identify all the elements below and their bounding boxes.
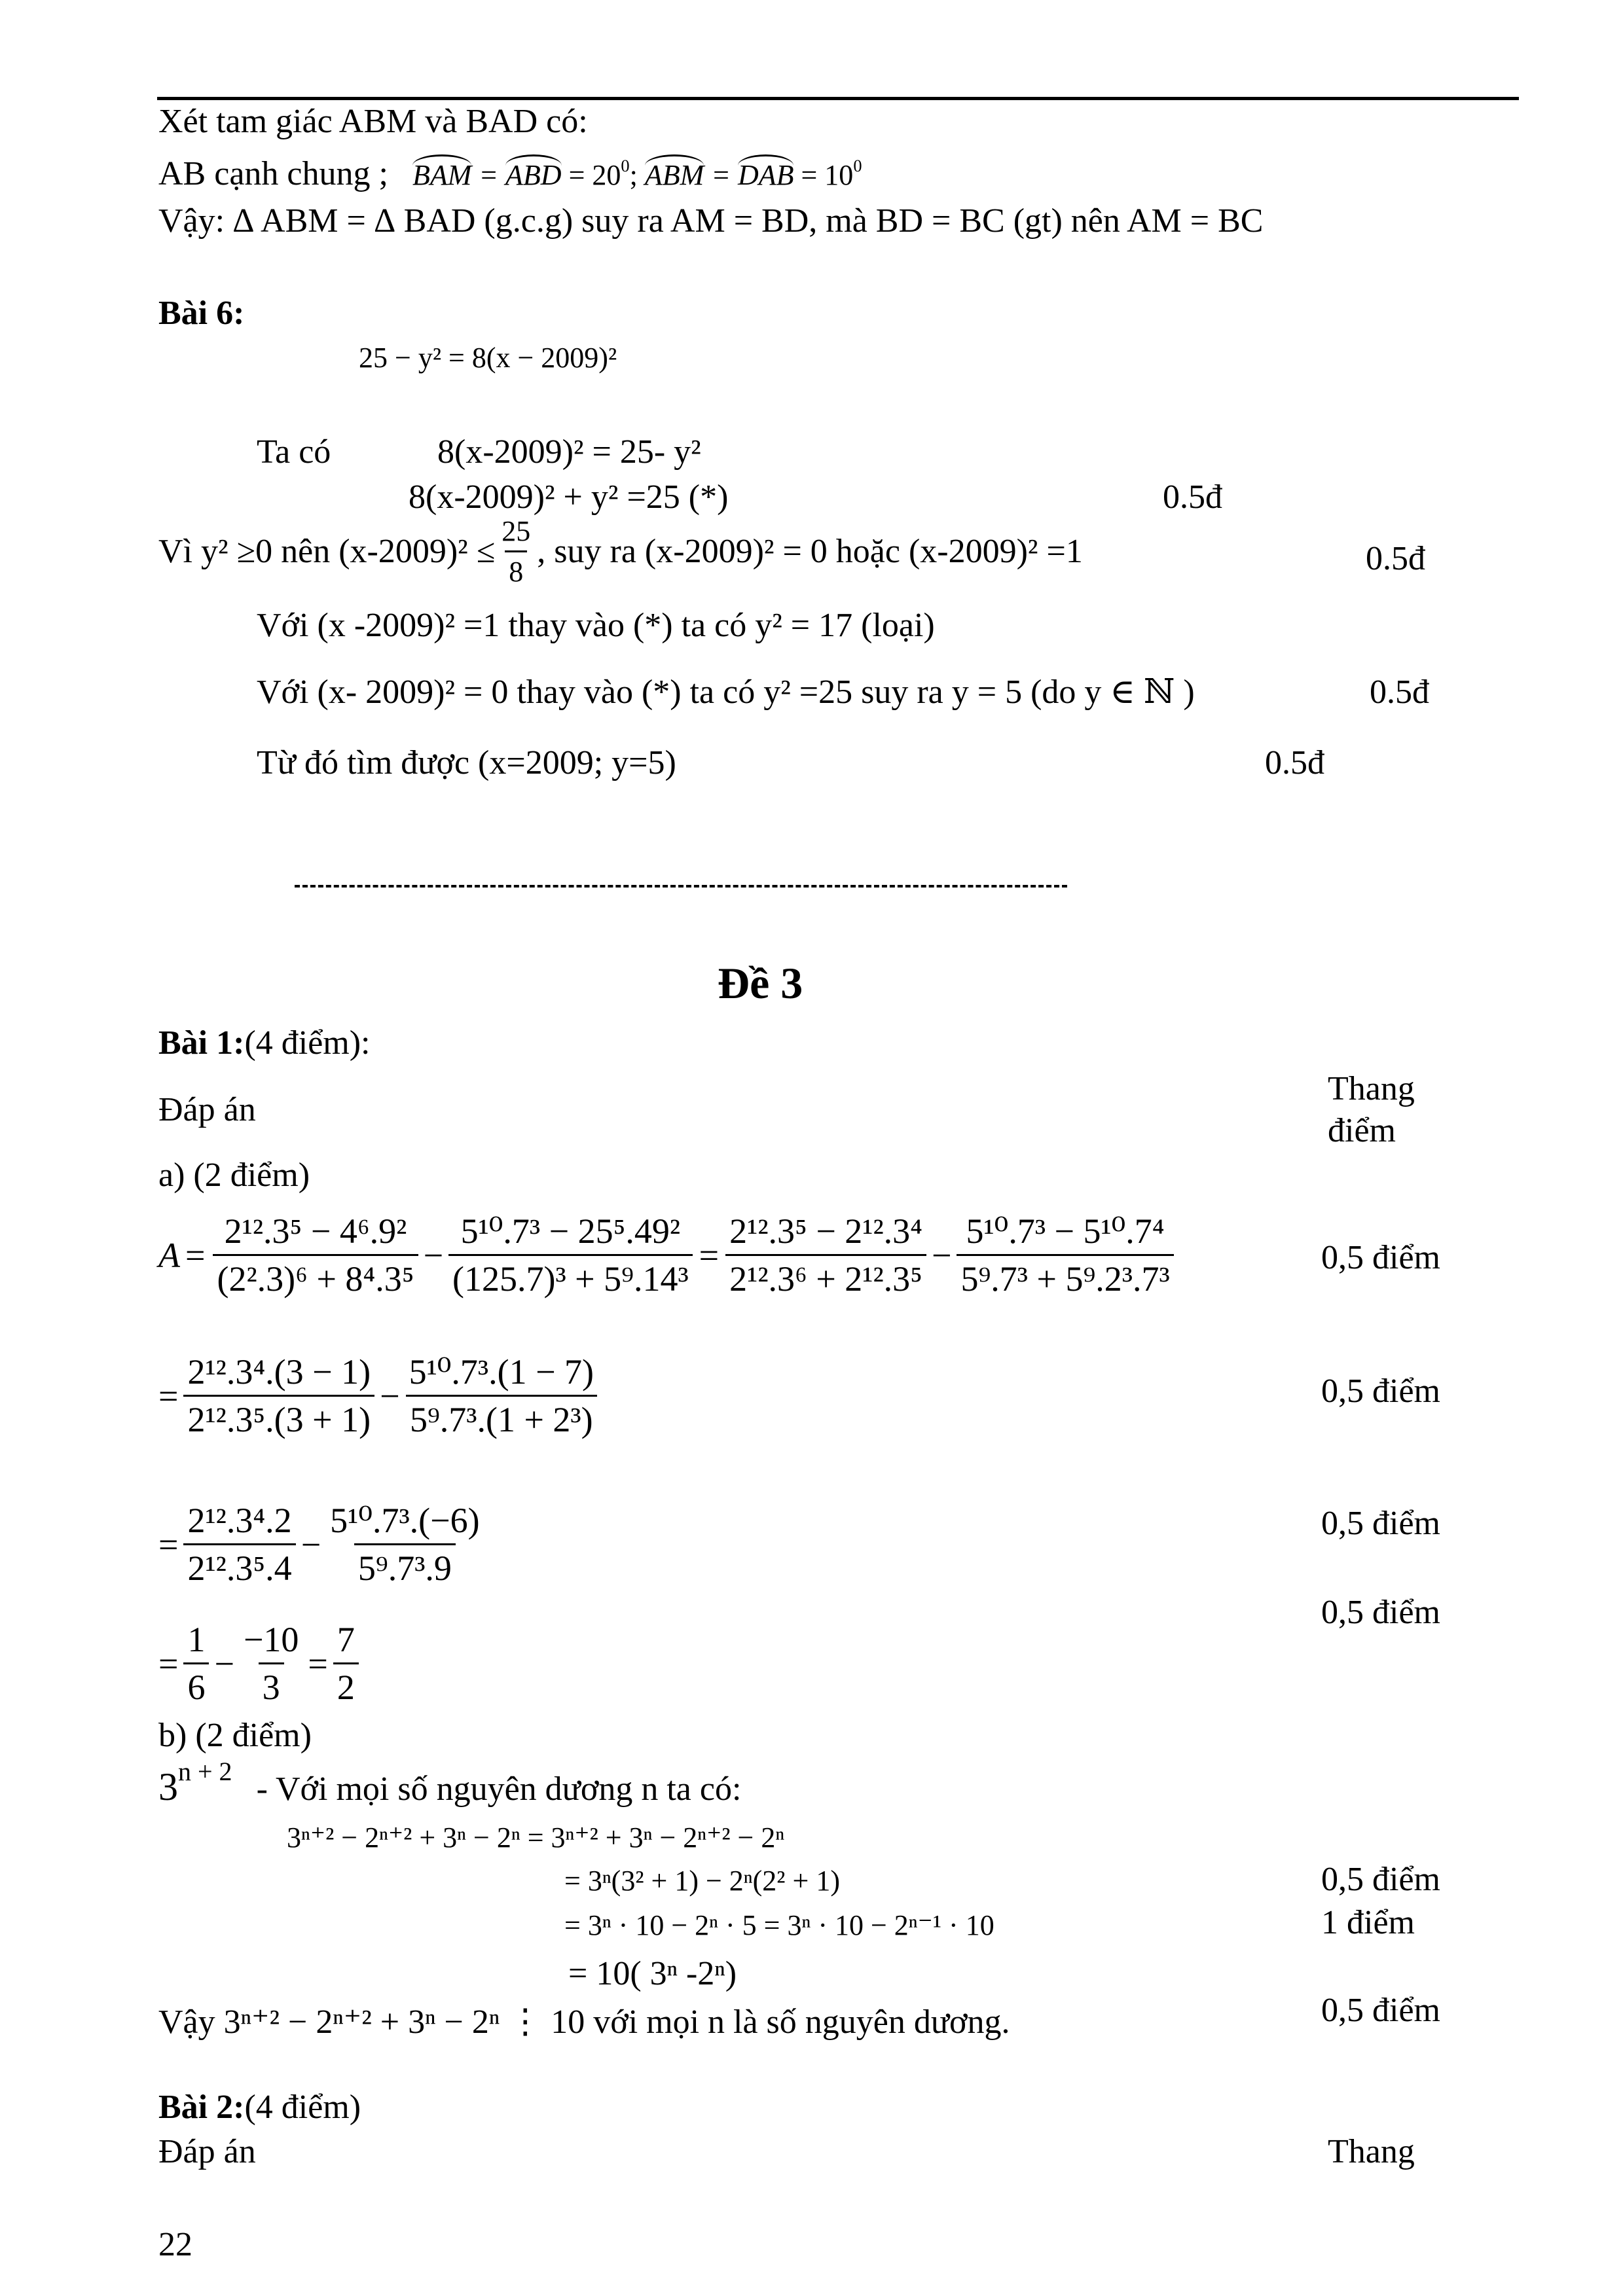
frac-a3: $\frac{\text{2¹².3⁵ − 2¹².3⁴}}{\text{2¹².3⁶ + 2¹².3⁵}}$ — [725, 1212, 926, 1299]
bai6-ta-co-label: Ta có — [257, 433, 331, 471]
eq-10: = 10 — [801, 159, 854, 191]
b-line-1: 3ⁿ⁺² − 2ⁿ⁺² + 3ⁿ − 2ⁿ = 3ⁿ⁺² + 3ⁿ − 2ⁿ⁺² − 2ⁿ — [287, 1821, 785, 1854]
common-side-label: AB cạnh chung ; — [158, 155, 388, 192]
frac-c2: $\frac{\text{5¹⁰.7³.(−6)}}{\text{5⁹.7³.9}}$ — [330, 1501, 480, 1588]
bai2-dap-an: Đáp án — [158, 2133, 256, 2170]
frac-b1: $\frac{\text{2¹².3⁴.(3 − 1)}}{\text{2¹².3⁵.(3 + 1)}}$ — [183, 1353, 374, 1439]
expr-row-b: = $\frac{\text{2¹².3⁴.(3 − 1)}}{\text{2¹².3⁵.(3 + 1)}}$ − $\frac{\text{5¹⁰.7³.(1 − 7)}}{\text{5⁹.7³.(1 + 2³)}}$ — [158, 1340, 600, 1452]
frac-a1: $\frac{\text{2¹².3⁵ − 4⁶.9²}}{\text{(2².3)⁶ + 8⁴.3⁵}}$ — [213, 1212, 418, 1299]
bai1-heading: Bài 1:(4 điểm): — [158, 1024, 371, 1062]
bai6-score-2: 0.5đ — [1366, 540, 1425, 577]
bai6-score-1: 0.5đ — [1163, 478, 1222, 516]
bai6-equation: 25 − y² = 8(x − 2009)² — [359, 342, 617, 374]
frac-d1: $\frac{1}{6}$ — [183, 1621, 209, 1707]
expr-row-c: = $\frac{\text{2¹².3⁴.2}}{\text{2¹².3⁵.4}}$ − $\frac{\text{5¹⁰.7³.(−6)}}{\text{5⁹.7³.9}}$ — [158, 1492, 486, 1597]
part-b-intro: $3^{n + 2}$ - Với mọi số nguyên dương n ta có: — [158, 1757, 742, 1808]
part-b-label: b) (2 điểm) — [158, 1717, 312, 1754]
score-row-d: 0,5 điểm — [1321, 1594, 1440, 1631]
thang-label: Thang — [1328, 1070, 1415, 1107]
angle-abd: ABD — [505, 159, 562, 191]
b-line-3: = 3ⁿ · 10 − 2ⁿ · 5 = 3ⁿ · 10 − 2ⁿ⁻¹ · 10 — [564, 1909, 994, 1941]
bai6-tu-do: Từ đó tìm được (x=2009; y=5) — [257, 744, 676, 781]
de3-title: Đề 3 — [718, 958, 803, 1008]
bai6-title: Bài 6: — [158, 295, 245, 332]
score-b-line-2: 0,5 điểm — [1321, 1861, 1440, 1898]
b-line-2: = 3ⁿ(3² + 1) − 2ⁿ(2² + 1) — [564, 1865, 840, 1897]
line-conclusion: Vậy: ∆ ABM = ∆ BAD (g.c.g) suy ra AM = BD, mà BD = BC (gt) nên AM = BC — [158, 202, 1264, 240]
b-conclusion: Vậy 3ⁿ⁺² − 2ⁿ⁺² + 3ⁿ − 2ⁿ ⋮ 10 với mọi n là số nguyên dương. — [158, 2003, 1010, 2041]
bai6-score-3: 0.5đ — [1370, 673, 1429, 711]
angle-abm: ABM — [644, 159, 704, 191]
frac-c1: $\frac{\text{2¹².3⁴.2}}{\text{2¹².3⁵.4}}$ — [183, 1501, 295, 1588]
score-b-line-3: 1 điểm — [1321, 1904, 1415, 1941]
score-row-c: 0,5 điểm — [1321, 1505, 1440, 1542]
bai6-vi-line — [158, 515, 1083, 588]
bai2-thang: Thang — [1328, 2133, 1415, 2170]
score-row-a: 0,5 điểm — [1321, 1239, 1440, 1276]
frac-a4: $\frac{\text{5¹⁰.7³ − 5¹⁰.7⁴}}{\text{5⁹.7³ + 5⁹.2³.7³}}$ — [957, 1212, 1173, 1299]
degree-mark-2: 0 — [853, 156, 862, 176]
fraction-25-8: $\frac{25}{8}$ — [501, 515, 531, 588]
bai6-vi-suffix: , suy ra (x-2009)² = 0 hoặc (x-2009)² =1 — [537, 533, 1083, 570]
frac-d2: $\frac{-10}{3}$ — [243, 1620, 299, 1707]
angle-dab: DAB — [737, 159, 794, 191]
diem-label: điểm — [1328, 1112, 1396, 1149]
part-a-label: a) (2 điểm) — [158, 1157, 310, 1194]
bai2-heading: Bài 2:(4 điểm) — [158, 2089, 361, 2126]
line-triangle-intro: Xét tam giác ABM và BAD có: — [158, 103, 588, 140]
bai6-ta-co-eq: 8(x-2009)² = 25- y² — [437, 433, 701, 471]
eq-20: = 20 — [568, 159, 621, 191]
header-rule — [157, 97, 1519, 100]
bai6-star-eq: 8(x-2009)² + y² =25 (*) — [409, 478, 729, 516]
expr-row-a: A = $\frac{\text{2¹².3⁵ − 4⁶.9²}}{\text{(2².3)⁶ + 8⁴.3⁵}}$ − $\frac{\text{5¹⁰.7³ − 25⁵.49²}}{\text{(125.7)³ + 5⁹.14³}}$ = $\frac{\text{2¹².3⁵ − 2¹².3⁴}}{\text{2¹².3⁶ + 2¹².3⁵}}$ − $\frac{\text{5¹⁰.7³ − 5¹⁰.7⁴}}{\text{5⁹.7³ + 5⁹.2³.7³}}$ — [158, 1203, 1176, 1308]
bai6-voi-1: Với (x -2009)² =1 thay vào (*) ta có y² = 17 (loại) — [257, 607, 935, 644]
score-b-conclusion: 0,5 điểm — [1321, 1992, 1440, 2029]
b-line-4: = 10( 3ⁿ -2ⁿ) — [568, 1955, 737, 1992]
frac-d3: $\frac{7}{2}$ — [333, 1621, 359, 1707]
expr-row-d: = $\frac{1}{6}$ − $\frac{-10}{3}$ = $\frac{7}{2}$ — [158, 1611, 361, 1716]
section-separator — [295, 885, 1067, 888]
dap-an-label: Đáp án — [158, 1091, 256, 1128]
degree-mark: 0 — [621, 156, 630, 176]
page-number: 22 — [158, 2226, 192, 2263]
frac-b2: $\frac{\text{5¹⁰.7³.(1 − 7)}}{\text{5⁹.7³.(1 + 2³)}}$ — [405, 1353, 598, 1439]
score-row-b: 0,5 điểm — [1321, 1372, 1440, 1410]
line-common-side: AB cạnh chung ; BAM = ABD = $20^0$; ABM = DAB = $10^0$ — [158, 155, 862, 192]
bai6-score-4: 0.5đ — [1265, 744, 1324, 781]
bai6-voi-2: Với (x- 2009)² = 0 thay vào (*) ta có y² =25 suy ra y = 5 (do y ∈ ℕ ) — [257, 673, 1195, 711]
bai6-vi-prefix: Vì y² ≥0 nên (x-2009)² ≤ — [158, 533, 496, 570]
frac-a2: $\frac{\text{5¹⁰.7³ − 25⁵.49²}}{\text{(125.7)³ + 5⁹.14³}}$ — [448, 1212, 693, 1299]
angle-bam: BAM — [412, 159, 472, 191]
